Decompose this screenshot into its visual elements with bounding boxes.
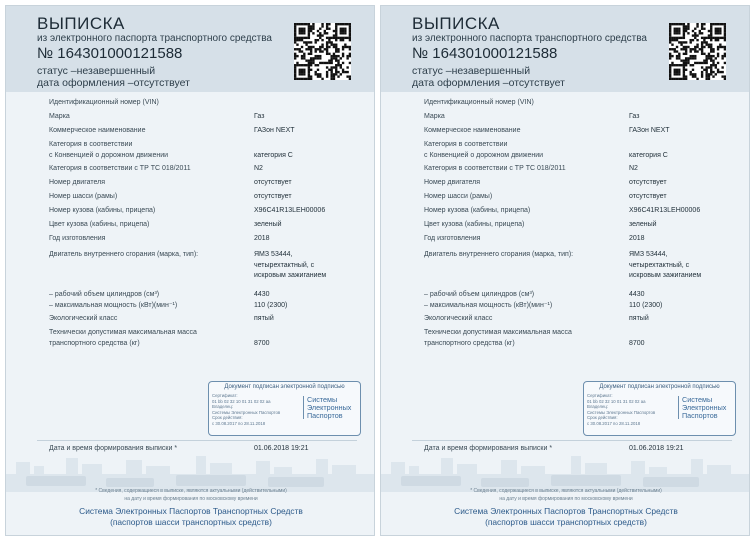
qr-code-icon bbox=[669, 23, 726, 80]
field-label: Двигатель внутреннего сгорания (марка, тип): bbox=[49, 251, 199, 258]
field-value: зеленый bbox=[629, 221, 657, 228]
electronic-signature-stamp bbox=[208, 381, 361, 436]
generated-value: 01.06.2018 19:21 bbox=[254, 445, 309, 452]
field-label: Номер шасси (рамы) bbox=[424, 193, 493, 200]
field-value: 2018 bbox=[629, 235, 645, 242]
stamp-title: Документ подписан электронной подписью bbox=[599, 384, 720, 390]
generated-label: Дата и время формирования выписки * bbox=[49, 445, 178, 452]
field-value: Газ bbox=[629, 113, 640, 120]
document-page-right bbox=[381, 6, 749, 535]
document-number: № 164301000121588 bbox=[412, 45, 558, 62]
field-label: Экологический класс bbox=[424, 315, 493, 322]
generated-label: Дата и время формирования выписки * bbox=[424, 445, 553, 452]
field-value: ЯМЗ 53444, четырехтактный, с искровым зажиганием bbox=[254, 251, 327, 279]
field-label: Год изготовления bbox=[49, 235, 106, 242]
field-label: Цвет кузова (кабины, прицепа) bbox=[424, 221, 525, 228]
field-value: отсутствует bbox=[254, 179, 292, 186]
field-label: Цвет кузова (кабины, прицепа) bbox=[49, 221, 150, 228]
field-label: Технически допустимая максимальная масса транспортного средства (кг) bbox=[424, 329, 572, 347]
field-value: ЯМЗ 53444, четырехтактный, с искровым зажиганием bbox=[629, 251, 702, 279]
document-page-left bbox=[6, 6, 374, 535]
stamp-title: Документ подписан электронной подписью bbox=[224, 384, 345, 390]
generated-value: 01.06.2018 19:21 bbox=[629, 445, 684, 452]
field-label: Год изготовления bbox=[424, 235, 481, 242]
field-label: Коммерческое наименование bbox=[424, 127, 521, 134]
field-value: Газ bbox=[254, 113, 265, 120]
field-value: 4430 110 (2300) bbox=[629, 291, 663, 309]
field-value: ГАЗон NEXT bbox=[629, 127, 670, 134]
document-subtitle: из электронного паспорта транспортного средства bbox=[37, 33, 272, 44]
field-label: Номер шасси (рамы) bbox=[49, 193, 118, 200]
document-status: статус –незавершенный bbox=[412, 65, 531, 77]
stamp-certificate-info: Сертификат: 01 bb 02 32 10 01 31 02 02 aa Владелец: Системы Электронных Паспортов Срок действия: с 30.08.2017 по 28.11.2018 bbox=[212, 393, 281, 426]
field-label: Марка bbox=[49, 113, 70, 120]
field-value: 2018 bbox=[254, 235, 270, 242]
field-label: Номер двигателя bbox=[49, 179, 106, 186]
footer-system-name: Система Электронных Паспортов Транспортных Средств (паспортов шасси транспортных средств) bbox=[79, 506, 303, 527]
field-value: отсутствует bbox=[629, 193, 667, 200]
field-label: Категория в соответствии с Конвенцией о дорожном движении bbox=[49, 141, 169, 159]
stamp-certificate-info: Сертификат: 01 bb 02 32 10 01 31 02 02 aa Владелец: Системы Электронных Паспортов Срок действия: с 30.08.2017 по 28.11.2018 bbox=[587, 393, 656, 426]
field-label: Номер кузова (кабины, прицепа) bbox=[424, 207, 531, 214]
field-label: Категория в соответствии с ТР ТС 018/2011 bbox=[49, 165, 191, 172]
field-label: Номер кузова (кабины, прицепа) bbox=[49, 207, 156, 214]
field-value: 8700 bbox=[629, 339, 645, 347]
field-value: категория С bbox=[629, 151, 668, 159]
field-label: Двигатель внутреннего сгорания (марка, тип): bbox=[424, 251, 574, 258]
field-label: – рабочий объем цилиндров (см³) – максимальная мощность (кВт)(мин⁻¹) bbox=[424, 291, 553, 309]
field-value: отсутствует bbox=[629, 179, 667, 186]
document-issue-date: дата оформления –отсутствует bbox=[37, 77, 190, 89]
stamp-logo-text: Системы Электронных Паспортов bbox=[678, 396, 737, 419]
field-value: пятый bbox=[254, 315, 274, 322]
field-value: пятый bbox=[629, 315, 649, 322]
field-value: зеленый bbox=[254, 221, 282, 228]
field-value: X96C41R13LEH00006 bbox=[629, 207, 701, 214]
field-label: Марка bbox=[424, 113, 445, 120]
divider bbox=[412, 440, 732, 441]
field-value: X96C41R13LEH00006 bbox=[254, 207, 326, 214]
field-label: Экологический класс bbox=[49, 315, 118, 322]
field-value: категория С bbox=[254, 151, 293, 159]
field-label: Категория в соответствии с Конвенцией о дорожном движении bbox=[424, 141, 544, 159]
document-issue-date: дата оформления –отсутствует bbox=[412, 77, 565, 89]
document-title: ВЫПИСКА bbox=[412, 14, 500, 33]
document-status: статус –незавершенный bbox=[37, 65, 156, 77]
field-label: Коммерческое наименование bbox=[49, 127, 146, 134]
document-number: № 164301000121588 bbox=[37, 45, 183, 62]
footnote: * Сведения, содержащиеся в выписке, являются актуальными (действительными) на дату и время формирования по московскому времени bbox=[95, 488, 287, 502]
qr-code-icon bbox=[294, 23, 351, 80]
field-label: – рабочий объем цилиндров (см³) – максимальная мощность (кВт)(мин⁻¹) bbox=[49, 291, 178, 309]
stamp-logo-text: Системы Электронных Паспортов bbox=[303, 396, 362, 419]
document-title: ВЫПИСКА bbox=[37, 14, 125, 33]
divider bbox=[37, 440, 357, 441]
field-label: Идентификационный номер (VIN) bbox=[424, 99, 534, 106]
footnote: * Сведения, содержащиеся в выписке, являются актуальными (действительными) на дату и время формирования по московскому времени bbox=[470, 488, 662, 502]
field-value: ГАЗон NEXT bbox=[254, 127, 295, 134]
field-value: N2 bbox=[254, 165, 263, 172]
field-value: отсутствует bbox=[254, 193, 292, 200]
document-subtitle: из электронного паспорта транспортного средства bbox=[412, 33, 647, 44]
field-label: Номер двигателя bbox=[424, 179, 481, 186]
field-value: 8700 bbox=[254, 339, 270, 347]
field-label: Категория в соответствии с ТР ТС 018/2011 bbox=[424, 165, 566, 172]
field-label: Технически допустимая максимальная масса транспортного средства (кг) bbox=[49, 329, 197, 347]
field-label: Идентификационный номер (VIN) bbox=[49, 99, 159, 106]
electronic-signature-stamp bbox=[583, 381, 736, 436]
footer-system-name: Система Электронных Паспортов Транспортных Средств (паспортов шасси транспортных средств) bbox=[454, 506, 678, 527]
field-value: 4430 110 (2300) bbox=[254, 291, 288, 309]
field-value: N2 bbox=[629, 165, 638, 172]
